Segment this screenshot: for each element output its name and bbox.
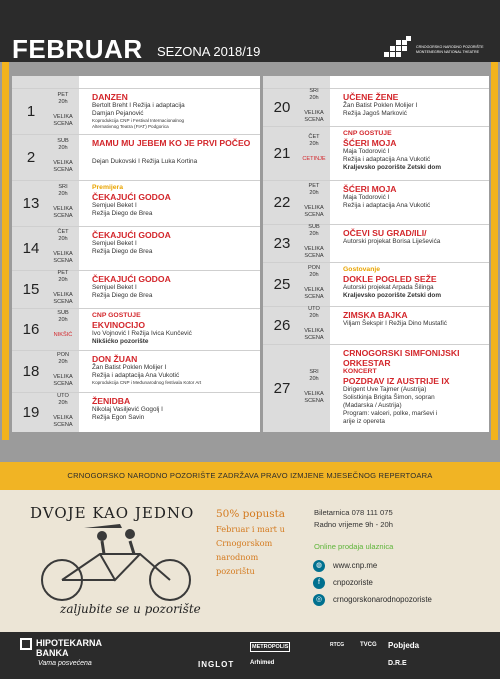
promo-section xyxy=(0,490,500,632)
weekday: UTO xyxy=(57,393,69,399)
sponsors-footer xyxy=(0,632,500,679)
event-label: Premijera xyxy=(92,184,123,191)
event-credit: Semjuel Beket I xyxy=(92,202,137,209)
venue-label: CETINJE xyxy=(302,156,326,162)
event-title: DOKLE POGLED SEŽE xyxy=(343,274,437,284)
facebook-link[interactable] xyxy=(313,576,488,592)
accent-bar-left xyxy=(2,62,9,440)
event-label: Gostovanje xyxy=(343,266,381,273)
bank-name: HIPOTEKARNA xyxy=(36,638,103,648)
weekday: SRI xyxy=(309,369,319,375)
event-title: ŽENIDBA xyxy=(92,396,131,406)
start-time: 20h xyxy=(309,141,319,147)
theatre-logo xyxy=(384,36,494,58)
event-credit: (Madarska / Austrija) xyxy=(343,402,402,409)
website-text: www.cnp.me xyxy=(333,561,378,570)
bank-slogan: Vama posvećena xyxy=(38,660,92,667)
event-credit: Režija i adaptacija Ana Vukotić xyxy=(343,156,431,163)
day-number: 27 xyxy=(273,380,291,397)
weekday: PET xyxy=(57,92,69,98)
schedule-entry xyxy=(12,392,260,432)
event-credit: Režija Jagoš Marković xyxy=(343,110,407,117)
venue-label: VELIKA SCENA xyxy=(53,292,73,305)
day-number: 20 xyxy=(273,99,291,116)
venue-label: VELIKA SCENA xyxy=(304,391,324,404)
schedule-entry xyxy=(12,350,260,392)
event-label: KONCERT xyxy=(343,368,377,375)
schedule-entry xyxy=(12,180,260,226)
dre-logo: D.R.E xyxy=(388,660,407,667)
event-note: Koprodukcija CNP i Međunarodnog festivala Kotor Art xyxy=(92,380,202,385)
discount-label: 50% popusta xyxy=(216,508,286,520)
event-credit: Nikšićko pozorište xyxy=(92,338,149,345)
schedule-entry xyxy=(263,344,489,432)
box-office-hours: Radno vrijeme 9h - 20h xyxy=(314,520,393,529)
tandem-bicycle-icon xyxy=(30,524,200,604)
repertoire-notice: CRNOGORSKO NARODNO POZORIŠTE ZADRŽAVA PRAVO IZMJENE MJESEČNOG REPERTOARA xyxy=(0,462,500,490)
event-credit: Program: valceri, polke, marševi i xyxy=(343,410,438,417)
discount-line: pozorištu xyxy=(216,566,255,576)
event-credit: Semjuel Beket I xyxy=(92,284,137,291)
logo-text: CRNOGORSKO NARODNO POZORIŠTE MONTENEGRIN NATIONAL THEATRE xyxy=(416,45,484,54)
event-credit: Damjan Pejanović xyxy=(92,110,144,117)
weekday: SUB xyxy=(308,224,320,230)
start-time: 20h xyxy=(58,277,68,283)
event-title: ŠĆERI MOJA xyxy=(343,184,397,194)
event-credit: Režija Diego de Brea xyxy=(92,210,153,217)
event-credit: Autorski projekat Borisa Liješevića xyxy=(343,238,441,245)
weekday: PET xyxy=(57,270,69,276)
event-title: ČEKAJUĆI GODOA xyxy=(92,230,171,240)
bank-sub: BANKA xyxy=(36,648,69,658)
event-credit: Režija Egon Savin xyxy=(92,414,145,421)
inglot-logo: INGLOT xyxy=(198,660,235,669)
schedule-right-column xyxy=(263,76,489,432)
event-title: OČEVI SU GRAD/ILI/ xyxy=(343,228,427,238)
header xyxy=(0,0,500,62)
event-credit: Maja Todorović I xyxy=(343,194,390,201)
event-credit: Bertolt Breht I Režija i adaptacija xyxy=(92,102,185,109)
weekday: SRI xyxy=(58,184,68,190)
event-credit: Solistkinja Brigita Šimon, sopran xyxy=(343,394,435,401)
start-time: 20h xyxy=(309,313,319,319)
event-credit: Kraljevsko pozorište Zetski dom xyxy=(343,164,442,171)
event-title: ŠĆERI MOJA xyxy=(343,138,397,148)
event-title: ZIMSKA BAJKA xyxy=(343,310,408,320)
day-number: 13 xyxy=(22,195,40,212)
day-number: 2 xyxy=(26,149,36,166)
venue-label: NIKŠIĆ xyxy=(53,332,73,338)
day-number: 19 xyxy=(22,404,40,421)
weekday: PON xyxy=(307,265,321,271)
schedule-entry xyxy=(12,270,260,308)
arhimed-logo: Arhimed xyxy=(250,660,275,666)
weekday: PON xyxy=(56,352,70,358)
day-number: 15 xyxy=(22,281,40,298)
facebook-text: cnpozoriste xyxy=(333,578,373,587)
start-time: 20h xyxy=(58,191,68,197)
start-time: 20h xyxy=(58,236,68,242)
instagram-icon: ◎ xyxy=(313,594,325,606)
event-credit: Režija Diego de Brea xyxy=(92,292,153,299)
event-label: CNP GOSTUJE xyxy=(92,312,141,319)
weekday: ČET xyxy=(308,134,320,140)
event-credit: Nikolaj Vasiljević Gogolj I xyxy=(92,406,163,413)
event-title: MAMU MU JEBEM KO JE PRVI POČEO xyxy=(92,138,251,148)
day-number: 1 xyxy=(26,103,36,120)
event-title: DON ŽUAN xyxy=(92,354,138,364)
start-time: 20h xyxy=(309,95,319,101)
event-credit: Dejan Dukovski I Režija Luka Kortina xyxy=(92,158,198,165)
event-note: Alternativnog Teatra (FIAT) Podgorica xyxy=(92,123,169,129)
day-number: 21 xyxy=(273,145,291,162)
weekday: ČET xyxy=(57,229,69,235)
event-title: EKVINOCIJO xyxy=(92,320,146,330)
event-credit: Dirigent Uve Tajmer (Austrija) xyxy=(343,386,427,393)
logo-blocks-icon xyxy=(384,36,412,58)
event-credit: Kraljevsko pozorište Zetski dom xyxy=(343,292,442,299)
instagram-link[interactable] xyxy=(313,593,488,609)
month-title: FEBRUAR xyxy=(12,34,143,64)
venue-label: VELIKA SCENA xyxy=(53,374,73,387)
start-time: 20h xyxy=(58,317,68,323)
weekday: SRI xyxy=(309,88,319,94)
event-credit: arije iz opereta xyxy=(343,418,385,425)
venue-label: VELIKA SCENA xyxy=(53,206,73,219)
event-title: UČENE ŽENE xyxy=(343,92,399,102)
schedule-entry xyxy=(263,88,489,126)
start-time: 20h xyxy=(309,376,319,382)
event-credit: Viljam Šekspir I Režija Dino Mustafić xyxy=(343,320,447,327)
event-title: ČEKAJUĆI GODOA xyxy=(92,192,171,202)
start-time: 20h xyxy=(58,359,68,365)
schedule-entry xyxy=(263,126,489,180)
event-credit: Autorski projekat Arpada Šilinga xyxy=(343,284,434,291)
day-number: 16 xyxy=(22,321,40,338)
globe-icon: ◍ xyxy=(313,560,325,572)
event-credit: Semjuel Beket I xyxy=(92,240,137,247)
weekday: SUB xyxy=(57,138,69,144)
start-time: 20h xyxy=(58,145,68,151)
start-time: 20h xyxy=(309,231,319,237)
day-number: 14 xyxy=(22,240,40,257)
accent-bar-right xyxy=(491,62,498,440)
discount-line: Crnogorskom xyxy=(216,538,273,548)
venue-label: VELIKA SCENA xyxy=(304,246,324,259)
weekday: SUB xyxy=(57,310,69,316)
event-title: DANZEN xyxy=(92,92,128,102)
venue-label: VELIKA SCENA xyxy=(53,114,73,127)
event-credit: Žan Batist Poklen Molijer I xyxy=(92,364,167,371)
venue-label: VELIKA SCENA xyxy=(304,110,324,123)
venue-label: VELIKA SCENA xyxy=(304,328,324,341)
facebook-icon: f xyxy=(313,577,325,589)
venue-label: VELIKA SCENA xyxy=(53,415,73,428)
discount-line: Februar i mart u xyxy=(216,524,285,534)
website-link[interactable] xyxy=(313,559,488,575)
season-label: SEZONA 2018/19 xyxy=(157,44,261,59)
start-time: 20h xyxy=(309,272,319,278)
event-label: CNP GOSTUJE xyxy=(343,130,392,137)
online-sales-label: Online prodaja ulaznica xyxy=(314,542,394,551)
rtcg-logo: RTCG xyxy=(330,642,345,648)
event-credit: Režija Diego de Brea xyxy=(92,248,153,255)
schedule-entry xyxy=(12,134,260,180)
instagram-text: crnogorskonarodnopozoriste xyxy=(333,595,432,604)
day-number: 18 xyxy=(22,363,40,380)
event-credit: Žan Batist Poklen Molijer I xyxy=(343,102,418,109)
tvcg-logo: TVCG xyxy=(360,642,377,648)
promo-tagline: zaljubite se u pozorište xyxy=(60,602,201,616)
venue-label: VELIKA SCENA xyxy=(304,287,324,300)
day-number: 25 xyxy=(273,276,291,293)
day-number: 26 xyxy=(273,317,291,334)
event-credit: Režija i adaptacija Ana Vukotić xyxy=(92,372,180,379)
day-number: 23 xyxy=(273,235,291,252)
event-credit: Maja Todorović I xyxy=(343,148,390,155)
event-title: ČEKAJUĆI GODOA xyxy=(92,274,171,284)
schedule-left-column xyxy=(12,76,260,432)
schedule-entry xyxy=(263,224,489,262)
pobjeda-logo: Pobjeda xyxy=(388,641,420,650)
schedule-entry xyxy=(263,180,489,224)
start-time: 20h xyxy=(58,99,68,105)
schedule-entry xyxy=(12,308,260,350)
day-number: 22 xyxy=(273,194,291,211)
venue-label: VELIKA SCENA xyxy=(53,160,73,173)
start-time: 20h xyxy=(309,190,319,196)
venue-label: VELIKA SCENA xyxy=(53,251,73,264)
event-title: CRNOGORSKI SIMFONIJSKI ORKESTAR xyxy=(343,348,460,368)
schedule-entry xyxy=(12,226,260,270)
bank-logo-icon xyxy=(20,638,32,650)
schedule-entry xyxy=(263,262,489,306)
venue-label: VELIKA SCENA xyxy=(304,205,324,218)
schedule-entry xyxy=(12,88,260,134)
promo-headline: DVOJE KAO JEDNO xyxy=(30,504,195,522)
event-title: POZDRAV IZ AUSTRIJE IX xyxy=(343,376,450,386)
event-note: Koprodukcija CNP i Festival Internacionalnog xyxy=(92,118,185,123)
weekday: PET xyxy=(308,183,320,189)
weekday: UTO xyxy=(308,306,320,312)
discount-line: narodnom xyxy=(216,552,259,562)
event-credit: Ivo Vojnović I Režija Ivica Kunčević xyxy=(92,330,192,337)
schedule-entry xyxy=(263,306,489,344)
event-credit: Režija i adaptacija Ana Vukotić xyxy=(343,202,431,209)
box-office-phone: Biletarnica 078 111 075 xyxy=(314,508,393,517)
metropolis-logo: METROPOLIS xyxy=(252,644,289,650)
start-time: 20h xyxy=(58,400,68,406)
